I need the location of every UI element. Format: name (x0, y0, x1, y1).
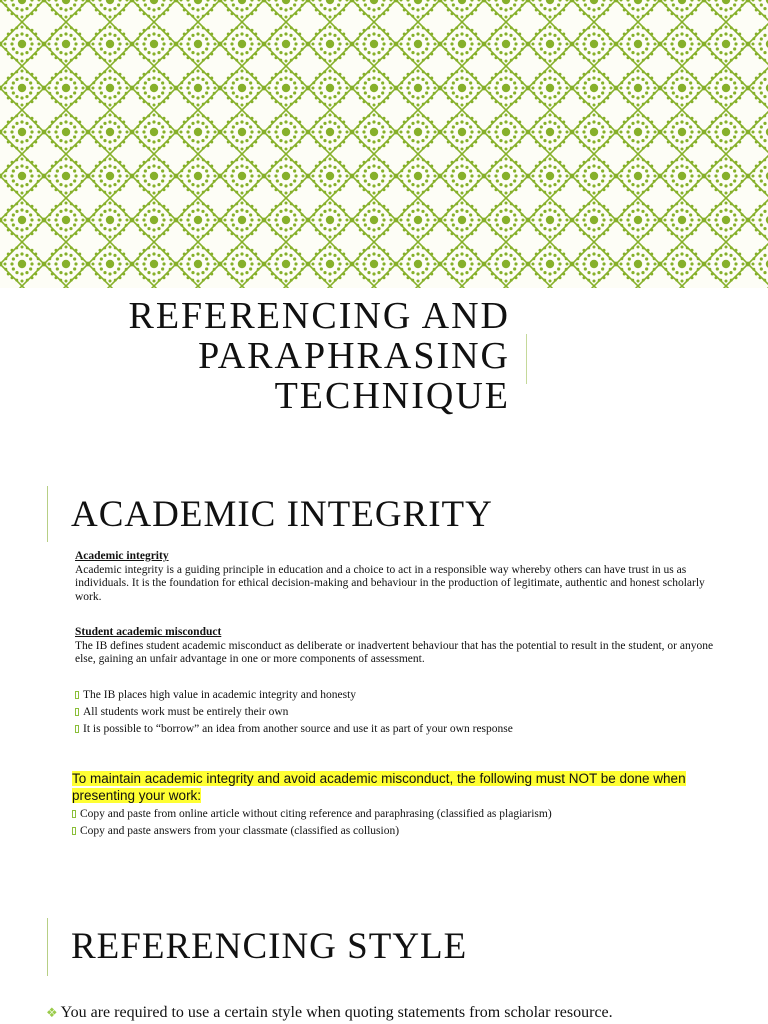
list-item: All students work must be entirely their own (75, 704, 715, 721)
misconduct-heading: Student academic misconduct (75, 626, 222, 638)
referencing-style-text: You are required to use a certain style when quoting statements from scholar resource. (60, 1004, 613, 1021)
title-line-1: REFERENCING AND (128, 295, 510, 337)
integrity-bullets (75, 687, 715, 738)
bullet-icon (75, 691, 79, 699)
bullet-icon (75, 708, 79, 716)
bullet-icon (75, 725, 79, 733)
list-item: It is possible to “borrow” an idea from another source and use it as part of your own response (75, 721, 715, 738)
definition-text: Academic integrity is a guiding principle in education and a choice to act in a responsible way whereby others can have trust in us as individuals. It is the foundation for ethical decision-making and behaviour in the production of legitimate, authentic and honest scholarly work. (75, 563, 705, 603)
academic-integrity-heading: ACADEMIC INTEGRITY (71, 494, 493, 535)
list-item: Copy and paste from online article without citing reference and paraphrasing (classified as plagiarism) (72, 806, 712, 823)
definition-heading: Academic integrity (75, 550, 169, 562)
list-item: The IB places high value in academic integrity and honesty (75, 687, 715, 704)
highlighted-warning: To maintain academic integrity and avoid academic misconduct, the following must NOT be done when presenting your work: (72, 771, 686, 803)
list-item: Copy and paste answers from your classmate (classified as collusion) (72, 823, 712, 840)
decorative-pattern-banner (0, 0, 768, 288)
bullet-icon (72, 810, 76, 818)
academic-integrity-definition (75, 550, 715, 604)
must-not-section (72, 771, 712, 840)
referencing-style-line (46, 1004, 613, 1022)
diamond-bullet-icon: ❖ (46, 1005, 58, 1020)
main-title (128, 296, 510, 416)
title-line-2: PARAPHRASING (198, 335, 510, 377)
misconduct-section (75, 626, 715, 667)
title-slide (0, 296, 768, 426)
section-accent-bar (47, 918, 48, 976)
referencing-style-heading: REFERENCING STYLE (71, 926, 468, 967)
title-line-3: TECHNIQUE (274, 375, 510, 417)
dotted-circle-pattern (0, 0, 768, 288)
section-accent-bar (47, 486, 48, 542)
title-divider (526, 334, 527, 384)
misconduct-text: The IB defines student academic misconduct as deliberate or inadvertent behaviour that has the potential to result in the student, or anyone else, gaining an unfair advantage in one or more components of assessment. (75, 639, 714, 665)
bullet-icon (72, 827, 76, 835)
